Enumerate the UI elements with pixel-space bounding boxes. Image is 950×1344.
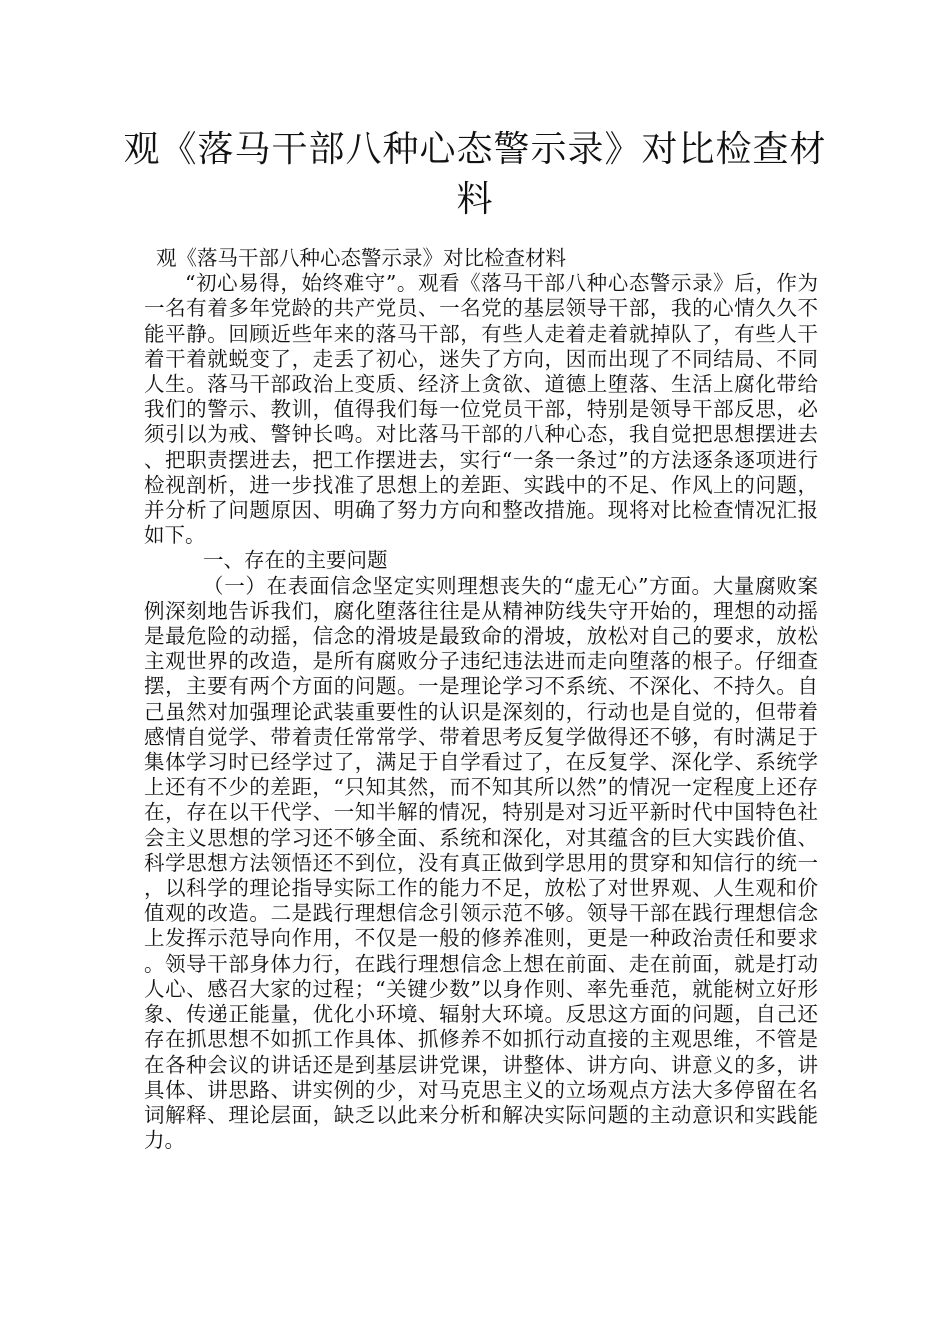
document-title: 观《落马干部八种心态警示录》对比检查材料 (123, 129, 827, 220)
document-body (144, 246, 818, 1153)
document-subtitle: 观《落马干部八种心态警示录》对比检查材料 (156, 246, 566, 270)
section-heading: 一、存在的主要问题 (203, 548, 388, 573)
intro-paragraph: “初心易得，始终难守”。观看《落马干部八种心态警示录》后，作为一名有着多年党龄的共产党员、一名党的基层领导干部，我的心情久久不能平静。回顾近些年来的落马干部，有些人走着走着就掉队了，有些人干着干着就蜕变了，走丢了初心，迷失了方向，因而出现了不同结局、不同人生。落马干部政治上变质、经济上贪欲、道德上堕落、生活上腐化带给我们的警示、教训，值得我们每一位党员干部，特别是领导干部反思，必须引以为戒、警钟长鸣。对比落马干部的八种心态，我自觉把思想摆进去、把职责摆进去，把工作摆进去，实行“一条一条过”的方法逐条逐项进行检视剖析，进一步找准了思想上的差距、实践中的不足、作风上的问题，并分析了问题原因、明确了努力方向和整改措施。现将对比检查情况汇报如下。 (144, 271, 818, 548)
section-paragraph: （一）在表面信念坚定实则理想丧失的“虚无心”方面。大量腐败案例深刻地告诉我们，腐化堕落往往是从精神防线失守开始的，理想的动摇是最危险的动摇，信念的滑坡是最致命的滑坡，放松对自己的要求，放松主观世界的改造，是所有腐败分子违纪违法进而走向堕落的根子。仔细查摆，主要有两个方面的问题。一是理论学习不系统、不深化、不持久。自己虽然对加强理论武装重要性的认识是深刻的，行动也是自觉的，但带着感情自觉学、带着责任常常学、带着思考反复学做得还不够，有时满足于集体学习时已经学过了，满足于自学看过了，在反复学、深化学、系统学上还有不少的差距，“只知其然，而不知其所以然”的情况一定程度上还存在，存在以干代学、一知半解的情况，特别是对习近平新时代中国特色社会主义思想的学习还不够全面、系统和深化，对其蕴含的巨大实践价值、科学思想方法领悟还不到位，没有真正做到学思用的贯穿和知信行的统一，以科学的理论指导实际工作的能力不足，放松了对世界观、人生观和价值观的改造。二是践行理想信念引领示范不够。领导干部在践行理想信念上发挥示范导向作用，不仅是一般的修养准则，更是一种政治责任和要求。领导干部身体力行，在践行理想信念上想在前面、走在前面，就是打动人心、感召大家的过程；“关键少数”以身作则、率先垂范，就能树立好形象、传递正能量，优化小环境、辐射大环境。反思这方面的问题，自己还存在抓思想不如抓工作具体、抓修养不如抓行动直接的主观思维，不管是在各种会议的讲话还是到基层讲党课，讲整体、讲方向、讲意义的多，讲具体、讲思路、讲实例的少，对马克思主义的立场观点方法大多停留在名词解释、理论层面，缺乏以此来分析和解决实际问题的主动意识和实践能力。 (144, 573, 818, 1153)
